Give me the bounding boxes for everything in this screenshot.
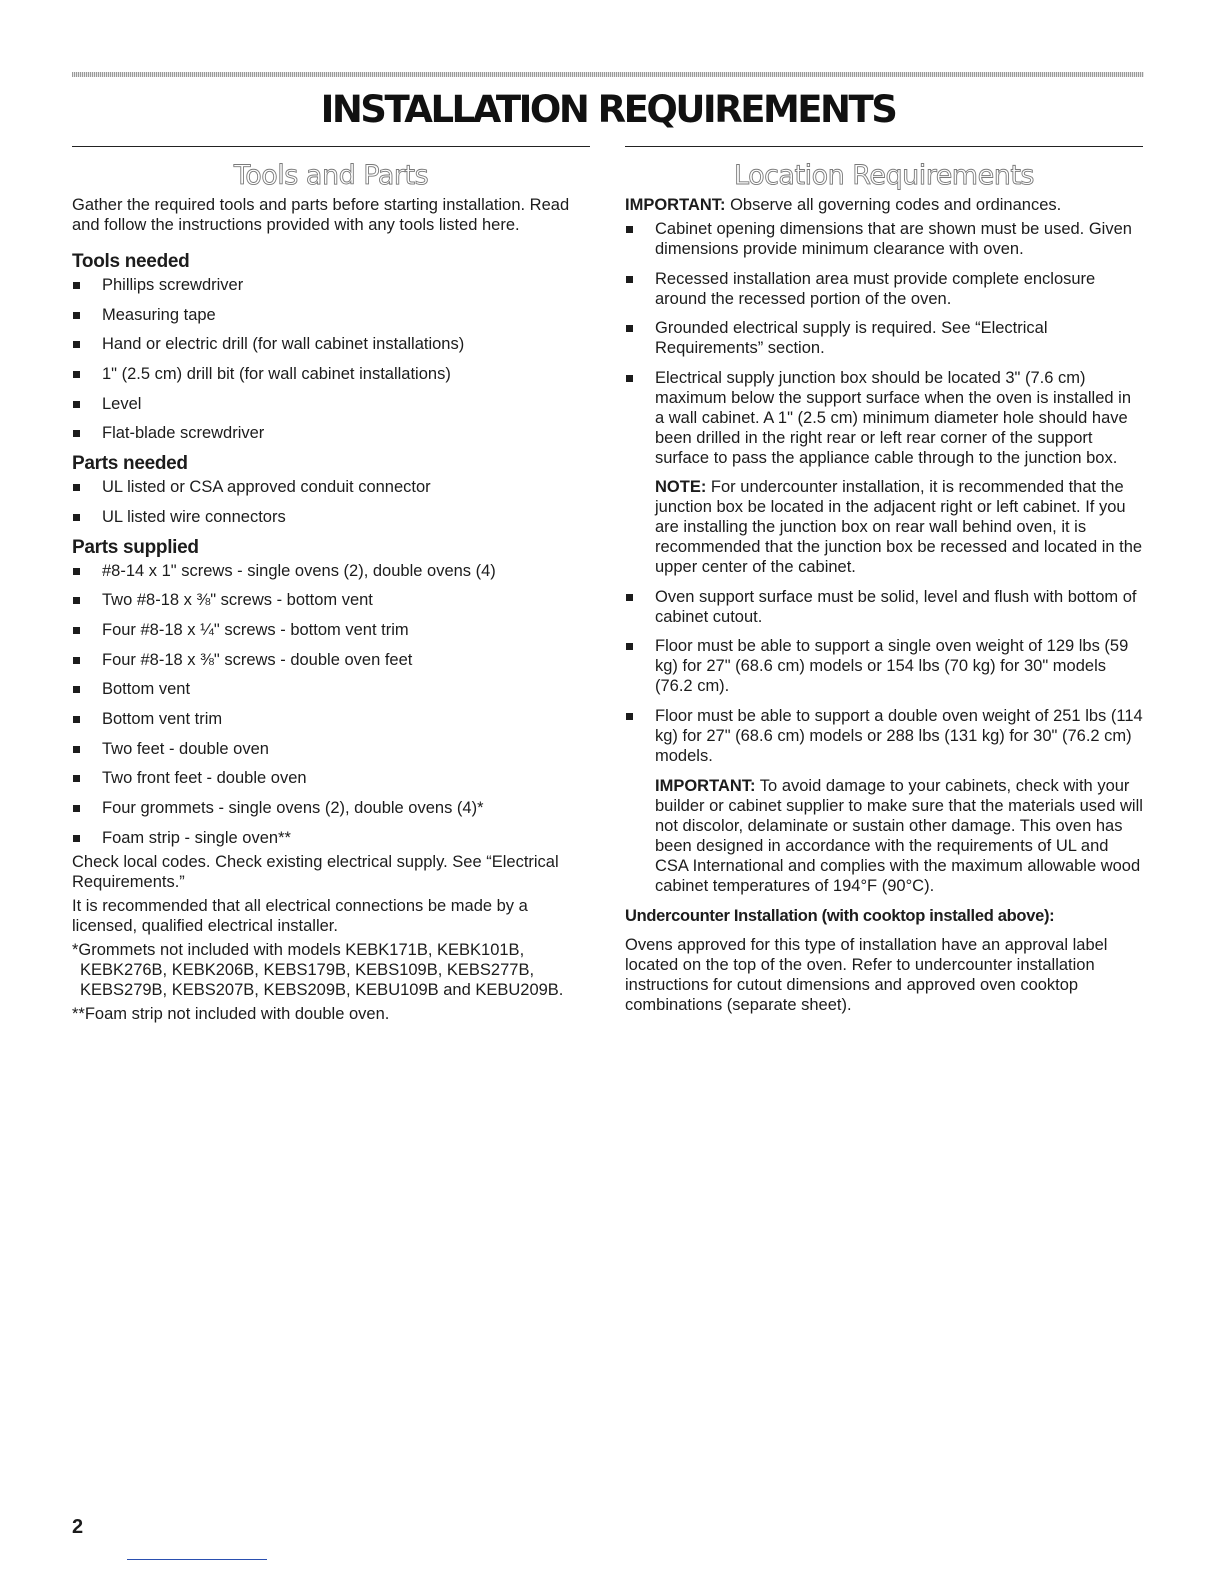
list-item: Measuring tape — [72, 305, 590, 325]
parts-supplied-heading: Parts supplied — [72, 536, 199, 558]
location-requirements-list-2 — [625, 587, 1143, 766]
list-item: Cabinet opening dimensions that are shown must be used. Given dimensions provide minimum clearance with oven. — [625, 219, 1143, 259]
location-requirements-heading: Location Requirements — [734, 160, 1034, 191]
list-item: Level — [72, 394, 590, 414]
tools-and-parts-column — [72, 146, 590, 1028]
list-item: Grounded electrical supply is required. See “Electrical Requirements” section. — [625, 318, 1143, 358]
bullet-icon — [73, 835, 80, 842]
list-item: 1" (2.5 cm) drill bit (for wall cabinet installations) — [72, 364, 590, 384]
bullet-icon — [73, 282, 80, 289]
bullet-icon — [73, 597, 80, 604]
list-item: Recessed installation area must provide complete enclosure around the recessed portion of the oven. — [625, 269, 1143, 309]
list-item: Four grommets - single ovens (2), double ovens (4)* — [72, 798, 590, 818]
cabinet-damage-warning: IMPORTANT: To avoid damage to your cabinets, check with your builder or cabinet supplier to make sure that the materials used will not discolor, delaminate or sustain other damage. This oven has been designed in accordance with the requirements of UL and CSA International and complies with the maximum allowable wood cabinet temperatures of 194°F (90°C). — [655, 776, 1143, 895]
parts-supplied-list — [72, 561, 590, 848]
bullet-icon — [626, 276, 633, 283]
bottom-link-underline — [127, 1559, 267, 1560]
bullet-icon — [73, 775, 80, 782]
foam-strip-footnote: **Foam strip not included with double oven. — [72, 1004, 390, 1023]
list-item: Hand or electric drill (for wall cabinet installations) — [72, 334, 590, 354]
tools-needed-heading: Tools needed — [72, 251, 190, 272]
location-requirements-list — [625, 219, 1143, 468]
bullet-icon — [73, 657, 80, 664]
list-item: Two front feet - double oven — [72, 768, 590, 788]
list-item: Oven support surface must be solid, level and flush with bottom of cabinet cutout. — [625, 587, 1143, 627]
list-item: Two feet - double oven — [72, 739, 590, 759]
bullet-icon — [626, 226, 633, 233]
list-item: Foam strip - single oven** — [72, 828, 590, 848]
parts-needed-heading: Parts needed — [72, 453, 188, 475]
list-item: Electrical supply junction box should be located 3" (7.6 cm) maximum below the support surface when the oven is installed in a wall cabinet. A 1" (2.5 cm) minimum diameter hole should have been drilled in the right rear or left rear corner of the support surface to pass the appliance cable through to the junction box. — [625, 368, 1143, 468]
list-item: Four #8-18 x ⅜" screws - double oven feet — [72, 650, 590, 670]
top-hatched-rule — [72, 72, 1144, 77]
right-column-rule — [625, 146, 1143, 147]
list-item: Floor must be able to support a double oven weight of 251 lbs (114 kg) for 27" (68.6 cm) models or 288 lbs (131 kg) for 30" (76.2 cm) models. — [625, 706, 1143, 766]
recommend-text: It is recommended that all electrical connections be made by a licensed, qualified electrical installer. — [72, 896, 528, 935]
undercounter-note: NOTE: For undercounter installation, it is recommended that the junction box be located in the adjacent right or left cabinet. If you are installing the junction box on rear wall behind oven, it is recommended that the junction box be recessed and located in the upper center of the cabinet. — [655, 478, 1143, 577]
bullet-icon — [73, 430, 80, 437]
list-item: Flat-blade screwdriver — [72, 423, 590, 443]
bullet-icon — [73, 514, 80, 521]
bullet-icon — [73, 716, 80, 723]
undercounter-installation-heading: Undercounter Installation (with cooktop installed above): — [625, 907, 1055, 926]
bullet-icon — [73, 401, 80, 408]
bullet-icon — [73, 627, 80, 634]
bullet-icon — [73, 312, 80, 319]
bullet-icon — [73, 568, 80, 575]
bullet-icon — [73, 746, 80, 753]
page-number: 2 — [72, 1516, 84, 1538]
list-item: Phillips screwdriver — [72, 275, 590, 295]
list-item: Bottom vent — [72, 679, 590, 699]
parts-needed-list — [72, 477, 590, 527]
bullet-icon — [626, 643, 633, 650]
list-item: #8-14 x 1" screws - single ovens (2), double ovens (4) — [72, 561, 590, 581]
bullet-icon — [73, 341, 80, 348]
tools-intro: Gather the required tools and parts before starting installation. Read and follow the instructions provided with any tools listed here. — [72, 196, 570, 234]
page-title: INSTALLATION REQUIREMENTS — [320, 88, 896, 131]
grommets-footnote: *Grommets not included with models KEBK171B, KEBK101B, KEBK276B, KEBK206B, KEBS179B, KEBS109B, KEBS277B, KEBS279B, KEBS207B, KEBS209B, KEBU109B and KEBU209B. — [72, 940, 564, 999]
important-statement: IMPORTANT: Observe all governing codes and ordinances. — [625, 196, 1062, 214]
list-item: Two #8-18 x ⅜" screws - bottom vent — [72, 590, 590, 610]
bullet-icon — [73, 805, 80, 812]
bullet-icon — [626, 325, 633, 332]
bullet-icon — [73, 686, 80, 693]
bullet-icon — [626, 594, 633, 601]
undercounter-installation-text: Ovens approved for this type of installation have an approval label located on the top of the oven. Refer to undercounter installation instructions for cutout dimensions and approved oven cooktop combinations (separate sheet). — [625, 936, 1108, 1015]
bullet-icon — [626, 375, 633, 382]
tools-and-parts-heading: Tools and Parts — [233, 160, 429, 191]
list-item: UL listed or CSA approved conduit connector — [72, 477, 590, 497]
list-item: Bottom vent trim — [72, 709, 590, 729]
location-requirements-column — [625, 146, 1143, 1019]
bullet-icon — [73, 484, 80, 491]
bullet-icon — [73, 371, 80, 378]
tools-needed-list — [72, 275, 590, 443]
list-item: Floor must be able to support a single oven weight of 129 lbs (59 kg) for 27" (68.6 cm) models or 154 lbs (70 kg) for 30" models (76.2 cm). — [625, 636, 1143, 696]
bullet-icon — [626, 713, 633, 720]
list-item: Four #8-18 x ¼" screws - bottom vent trim — [72, 620, 590, 640]
check-codes-text: Check local codes. Check existing electrical supply. See “Electrical Requirements.” — [72, 852, 559, 891]
list-item: UL listed wire connectors — [72, 507, 590, 527]
left-column-rule — [72, 146, 590, 147]
